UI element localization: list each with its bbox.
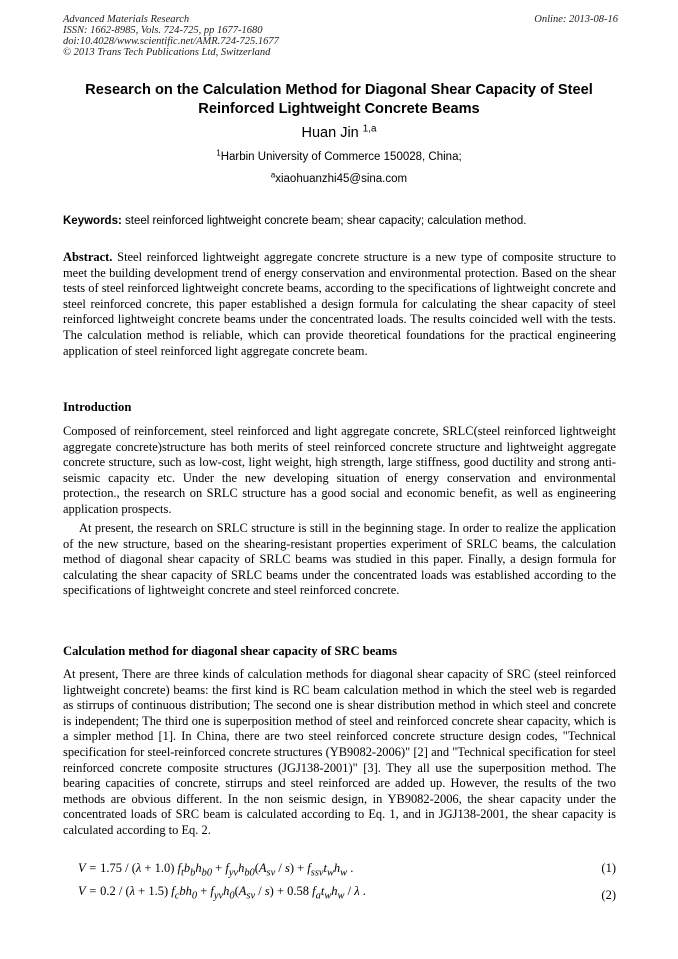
email-text: xiaohuanzhi45@sina.com [275,173,408,185]
calculation-paragraph-1: At present, There are three kinds of calculation methods for diagonal shear capacity of SRC (steel reinforced lightweight concrete) beams: the first kind is RC beam calculation method in which the steel web is regarded as stirrups of continuous distribution; The second one is shear distribution method in which steel and concrete is independent; The third one is superposition method of steel and reinforced concrete shear capacity, which is a simpler method [1]. In China, there are two steel reinforced concrete structure design codes, "Technical specification for steel-reinforced concrete structures (YB9082-2006)" [2] and "Technical specification for steel reinforced concrete composite structures (JGJ138-2001)" [3]. They all use the superposition method. The bearing capacities of concrete, stirrups and steel reinforced are added up. However, the results of the two methods are obvious different. In the non seismic design, in YB9082-2006, the shear capacity under the concentrated loads of SRC beam is calculated according to Eq. 1, and in JGJ138-2001, the shear capacity is calculated according to Eq. 2. [63,667,616,837]
equation-2-number: (2) [601,888,616,902]
equation-2-formula: V = 0.2 / (λ + 1.5) $f_cbh_0 + f_{yv}h_0(A_{sv} / s) + 0.58$ $f_at_wh_w$ / λ . [78,884,366,902]
section-heading-calculation: Calculation method for diagonal shear capacity of SRC beams [63,644,397,658]
author-name: Huan Jin [301,125,359,141]
introduction-paragraph-1: Composed of reinforcement, steel reinforced and light aggregate concrete, SRLC(steel reinforced lightweight aggregate concrete)structure has both merits of steel reinforced concrete structure and lightweight aggregate concrete structure, such as low-cost, light weight, high strength, large stiffness, good ductility and strong anti-seismic capacity etc. Under the new developing situation of energy conservation and environmental protection., the research on SRLC structure has a good social and economic benefit, as well as engineering application prospects. [63,424,616,516]
journal-doi: doi:10.4028/www.scientific.net/AMR.724-725.1677 [63,36,279,47]
author-mark: 1,a [362,123,377,135]
section-heading-introduction: Introduction [63,400,132,414]
keywords-label: Keywords: [63,215,122,227]
introduction-paragraph-2: At present, the research on SRLC structure is still in the beginning stage. In order to realize the application of the new structure, based on the shearing-resistant properties experiment of SRLC beams, the calculation method of diagonal shear capacity of SRLC beams was studied in this paper. Finally, a design formula for calculating the shear capacity of SRLC beams under the concentrated loads was established according to the specifications of lightweight concrete and steel reinforced concrete. [63,521,616,598]
equation-1 [78,860,616,880]
abstract-text: Steel reinforced lightweight aggregate concrete structure is a new type of composite structure to meet the building development trend of energy conservation and environmental protection. Based on the shear tests of steel reinforced lightweight concrete beams, according to the specifications of lightweight concrete and steel reinforced concrete, this paper established a design formula for calculating the shear capacity of steel reinforced lightweight concrete beams under the concentrated loads. The results coincided well with the tests. The calculation method is reliable, which can provide theoretical foundations for the practical engineering application of steel reinforced light aggregate concrete beam. [63,250,616,358]
journal-copyright: © 2013 Trans Tech Publications Ltd, Switzerland [63,47,271,58]
affiliation-text: Harbin University of Commerce 150028, China; [220,151,462,163]
equation-1-formula: V = 1.75 / (λ + 1.0) $f_tb_bh_{b0} + f_{yv}h_{b0}(A_{sv} / s) + f_{ssv}t_wh_w$ . [78,861,354,879]
paper-title [40,81,638,118]
equation-2 [78,883,616,903]
journal-issn: ISSN: 1662-8985, Vols. 724-725, pp 1677-1680 [63,25,263,36]
journal-header [63,14,618,58]
affiliation [0,150,678,164]
paper-title-line-1: Research on the Calculation Method for Diagonal Shear Capacity of Steel [85,82,593,98]
abstract [63,250,616,359]
keywords-text: steel reinforced lightweight concrete beam; shear capacity; calculation method. [125,215,527,227]
author [0,124,678,142]
abstract-label: Abstract. [63,250,113,264]
paper-title-line-2: Reinforced Lightweight Concrete Beams [198,100,480,117]
online-date: Online: 2013-08-16 [534,14,618,25]
journal-name: Advanced Materials Research [63,14,190,25]
affiliation-mark: 1 [216,148,221,158]
equation-1-number: (1) [601,861,616,875]
keywords [63,214,623,228]
email-mark: a [270,170,276,180]
author-email [0,172,678,186]
